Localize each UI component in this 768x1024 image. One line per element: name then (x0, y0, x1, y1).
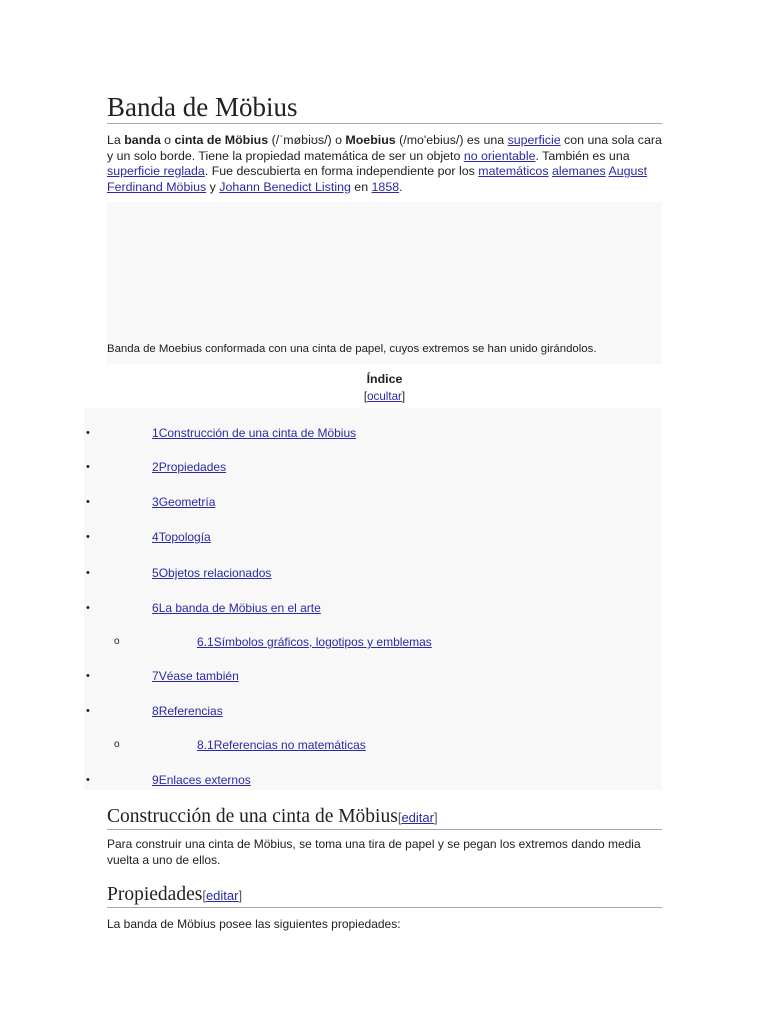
toc-number: 7 (152, 669, 159, 683)
toc-item (84, 770, 662, 790)
toc-item (84, 701, 662, 721)
link-no-orientable[interactable]: no orientable (463, 148, 536, 163)
toc-item (84, 457, 662, 477)
toc-header (107, 364, 662, 408)
bullet-icon: • (86, 602, 90, 614)
toc-link-arte[interactable] (152, 598, 321, 618)
section-heading-text: Propiedades (107, 884, 203, 905)
bullet-icon: • (86, 670, 90, 682)
bullet-icon: • (86, 496, 90, 508)
section-text-construccion: Para construir una cinta de Möbius, se toma una tira de papel y se pegan los extremos dando media vuelta a uno de ellos. (107, 837, 641, 867)
link-alemanes[interactable]: alemanes (551, 164, 606, 178)
intro-text: y (206, 179, 220, 194)
toc-label: Propiedades (158, 460, 227, 474)
bullet-icon: • (86, 461, 90, 473)
toc-number: 4 (152, 530, 159, 544)
toc-number: 6.1 (197, 635, 214, 649)
bullet-icon: • (86, 567, 90, 579)
link-superficie[interactable]: superficie (507, 133, 561, 147)
toc-item (84, 423, 662, 443)
link-1858[interactable]: 1858 (371, 179, 400, 194)
bullet-icon: • (86, 705, 90, 717)
toc-toggle-bracket: [ (363, 390, 368, 403)
intro-text: . También es una (535, 148, 630, 163)
edit-button[interactable]: editar (401, 810, 434, 825)
toc-link-enlaces-externos[interactable] (152, 770, 251, 790)
toc-item (84, 563, 662, 583)
section-heading-construccion (107, 805, 662, 830)
edit-section-link (202, 888, 242, 903)
toc-number: 2 (152, 460, 159, 474)
intro-bold-term: banda (124, 133, 161, 147)
toc-number: 5 (152, 566, 159, 580)
toc-label: Geometría (158, 495, 216, 509)
toc-link-construccion[interactable] (152, 423, 356, 443)
intro-text: (/mo'ebius/) es una (395, 133, 508, 147)
section-heading-text: Construcción de una cinta de Möbius (107, 806, 398, 827)
toc-item (84, 632, 662, 652)
toc-link-vease-tambien[interactable] (152, 666, 239, 686)
toc-toggle-bracket: ] (401, 390, 406, 403)
toc-toggle (107, 390, 662, 403)
toc-number: 9 (152, 773, 159, 787)
toc-link-objetos-relacionados[interactable] (152, 563, 271, 583)
toc-item (84, 598, 662, 618)
figure-image-placeholder (107, 202, 662, 364)
toc-item (84, 735, 662, 755)
intro-bold-term: Moebius (345, 133, 396, 147)
link-superficie-reglada[interactable]: superficie reglada (107, 164, 205, 178)
toc-hide-link[interactable]: ocultar (367, 390, 402, 403)
intro-text: o (160, 133, 175, 147)
edit-bracket: [ (397, 810, 402, 825)
toc-label: La banda de Möbius en el arte (158, 601, 321, 615)
intro-bold-term: cinta de Möbius (174, 133, 269, 147)
toc-link-topologia[interactable] (152, 527, 211, 547)
link-matematicos[interactable]: matemáticos (478, 164, 549, 178)
bullet-icon: o (114, 636, 120, 647)
toc-link-referencias-no-matematicas[interactable] (197, 735, 366, 755)
intro-text: . (399, 179, 403, 194)
link-johann-benedict-listing[interactable]: Johann Benedict Listing (219, 179, 351, 194)
toc-label: Véase también (158, 669, 239, 683)
toc-label: Topología (158, 530, 211, 544)
toc-label: Símbolos gráficos, logotipos y emblemas (213, 635, 432, 649)
toc-item (84, 666, 662, 686)
toc-item (84, 527, 662, 547)
toc-link-propiedades[interactable] (152, 457, 226, 477)
bullet-icon: o (114, 739, 120, 750)
edit-bracket: [ (202, 888, 206, 903)
toc-label: Objetos relacionados (158, 566, 272, 580)
edit-bracket: ] (433, 810, 438, 825)
intro-text: (/ˈmøbiʊs/) o (268, 133, 346, 147)
toc-label: Referencias (158, 704, 223, 718)
toc-label: Construcción de una cinta de Möbius (158, 426, 357, 440)
figure-caption: Banda de Moebius conformada con una cinta de papel, cuyos extremos se han unido girándolos. (107, 343, 597, 355)
section-heading-propiedades (107, 883, 662, 908)
toc-link-referencias[interactable] (152, 701, 223, 721)
bullet-icon: • (86, 531, 90, 543)
toc-title: Índice (366, 372, 403, 386)
intro-text: La (107, 133, 125, 147)
toc-number: 8 (152, 704, 159, 718)
toc-item (84, 492, 662, 512)
link-august-ferdinand-mobius[interactable]: August Ferdinand Möbius (107, 164, 648, 194)
toc-label: Enlaces externos (158, 773, 251, 787)
edit-section-link (398, 810, 438, 825)
toc-link-geometria[interactable] (152, 492, 215, 512)
edit-button[interactable]: editar (205, 888, 239, 903)
toc-number: 1 (152, 426, 159, 440)
toc-list (84, 408, 662, 790)
intro-text: con una sola cara y un solo borde. Tiene la propiedad matemática de ser un objeto (107, 133, 662, 163)
toc-number: 8.1 (197, 738, 214, 752)
toc-label: Referencias no matemáticas (213, 738, 366, 752)
intro-text: . Fue descubierta en forma independiente por los (204, 164, 479, 178)
toc-number: 3 (152, 495, 159, 509)
bullet-icon: • (86, 427, 90, 439)
page-title: Banda de Möbius (107, 92, 662, 124)
intro-text: en (350, 179, 372, 194)
section-text-propiedades: La banda de Möbius posee las siguientes propiedades: (107, 917, 401, 931)
bullet-icon: • (86, 774, 90, 786)
intro-paragraph (107, 133, 662, 195)
toc-number: 6 (152, 601, 159, 615)
toc-link-simbolos[interactable] (197, 632, 432, 652)
edit-bracket: ] (238, 888, 243, 903)
